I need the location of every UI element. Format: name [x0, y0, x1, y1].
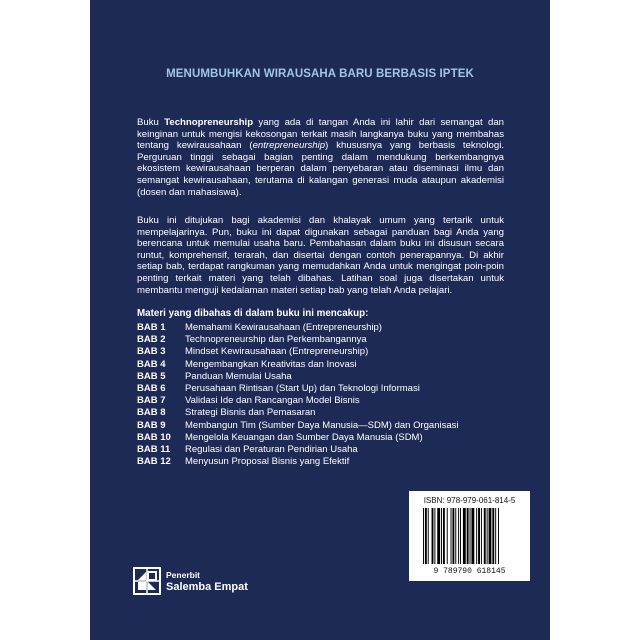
- chapter-title: Validasi Ide dan Rancangan Model Bisnis: [185, 395, 360, 407]
- chapter-title: Perusahaan Rintisan (Start Up) dan Teknologi Informasi: [185, 383, 420, 395]
- barcode-bar: [484, 508, 486, 564]
- barcode-bar: [495, 508, 496, 564]
- barcode-bar: [425, 508, 427, 564]
- barcode-bar: [423, 508, 424, 564]
- barcode-bar: [476, 508, 477, 564]
- chapter-item: [137, 432, 459, 444]
- barcode-bar: [470, 508, 471, 564]
- chapter-item: [137, 371, 459, 383]
- description-paragraph-1: [137, 117, 504, 198]
- barcode-bar: [463, 508, 466, 564]
- barcode-bar: [432, 508, 434, 564]
- chapter-label: BAB 7: [137, 395, 166, 407]
- chapter-label: BAB 10: [137, 431, 171, 443]
- barcode-bar: [467, 508, 469, 564]
- description-paragraph-2: Buku ini ditujukan bagi akademisi dan khalayak umum yang tertarik untuk mempelajarinya. Pun, buku ini dapat digunakan sebagai panduan bagi Anda yang berencana untuk memulai usaha baru. Pembahasan dalam buku ini disusun secara runtut, komprehensif, terarah, dan disertai dengan contoh penerapannya. Di akhir setiap bab, terdapat rangkuman yang memudahkan Anda untuk mengingat poin-poin penting terkait materi yang telah dibahas. Latihan soal juga disertakan untuk membantu menguji kedalaman materi setiap bab yang telah Anda pelajari.: [137, 215, 504, 296]
- barcode-bar: [451, 508, 452, 564]
- barcode-bar: [481, 508, 482, 564]
- cover-title: MENUMBUHKAN WIRAUSAHA BARU BERBASIS IPTEK: [166, 68, 474, 80]
- chapter-item: [137, 444, 459, 456]
- chapter-item: [137, 383, 459, 395]
- publisher-name: Salemba Empat: [166, 581, 248, 593]
- para1-part2: ) khususnya yang berbasis teknologi. Perguruan tinggi sebagai bagian penting dalam mendukung berkembangnya ekosistem kewirausahaan berperan dalam penyebaran atau diseminasi ilmu dan semangat kewirausahaan, terutama di kalangan generasi muda ataupun akademisi (dosen dan mahasiswa).: [137, 140, 504, 198]
- barcode-bar: [489, 508, 492, 564]
- chapter-title: Panduan Memulai Usaha: [185, 370, 292, 382]
- chapter-title: Technopreneurship dan Perkembangannya: [185, 334, 367, 346]
- chapter-label: BAB 11: [137, 444, 171, 456]
- chapter-item: [137, 420, 459, 432]
- barcode-bar: [434, 508, 435, 564]
- chapter-title: Mengelola Keuangan dan Sumber Daya Manusia (SDM): [185, 431, 423, 443]
- chapter-label: BAB 12: [137, 456, 171, 468]
- isbn-text: ISBN: 978-979-061-814-5: [423, 496, 516, 505]
- para1-italic-term: entrepreneurship: [252, 140, 326, 152]
- barcode-bar: [428, 508, 429, 564]
- chapter-item: [137, 395, 459, 407]
- barcode-bar: [487, 508, 488, 564]
- barcode-bar: [455, 508, 456, 564]
- barcode-bar: [478, 508, 480, 564]
- chapter-title: Mengembangkan Kreativitas dan Inovasi: [185, 358, 357, 370]
- isbn-barcode-box: [409, 491, 530, 581]
- barcode-bar: [498, 508, 499, 564]
- chapter-label: BAB 5: [137, 370, 166, 382]
- chapter-item: [137, 334, 459, 346]
- chapter-title: Membangun Tim (Sumber Daya Manusia—SDM) dan Organisasi: [185, 419, 459, 431]
- chapter-title: Strategi Bisnis dan Pemasaran: [185, 407, 316, 419]
- para1-part1: yang ada di tangan Anda ini lahir dari semangat dan keinginan untuk mengisi kekosongan terkait masih langkanya buku yang membahas tentang kewirausahaan (: [137, 117, 504, 152]
- barcode-bar: [452, 508, 454, 564]
- barcode-bar: [447, 508, 448, 564]
- salemba-empat-logo-icon: [133, 567, 161, 595]
- chapter-label: BAB 6: [137, 383, 166, 395]
- chapter-item: [137, 322, 459, 334]
- chapter-item: [137, 456, 459, 468]
- barcode-bar: [437, 508, 440, 564]
- chapter-label: BAB 3: [137, 346, 166, 358]
- chapter-label: BAB 1: [137, 322, 166, 333]
- chapter-item: [137, 359, 459, 371]
- barcode-bar: [458, 508, 459, 564]
- barcode-bar: [492, 508, 494, 564]
- chapter-label: BAB 8: [137, 407, 166, 419]
- chapter-list: [137, 322, 459, 468]
- barcode-bar: [441, 508, 442, 564]
- barcode-bar: [443, 508, 445, 564]
- book-back-cover: [90, 0, 550, 640]
- barcode-bar: [460, 508, 461, 564]
- chapter-title: Menyusun Proposal Bisnis yang Efektif: [185, 456, 350, 468]
- publisher-prefix: Penerbit: [166, 570, 201, 580]
- book-name: Technopreneurship: [164, 117, 254, 128]
- chapter-label: BAB 9: [137, 419, 166, 431]
- barcode-digits: 9 789790 618145: [433, 567, 506, 576]
- chapter-title: Mindset Kewirausahaan (Entrepreneurship): [185, 346, 369, 358]
- chapter-title: Regulasi dan Peraturan Pendirian Usaha: [185, 444, 358, 456]
- barcode: [421, 508, 524, 564]
- para1-prefix: Buku: [137, 117, 165, 128]
- barcode-bar: [471, 508, 474, 564]
- chapter-title: Memahami Kewirausahaan (Entrepreneurship): [185, 322, 382, 333]
- chapter-label: BAB 2: [137, 334, 166, 346]
- chapter-item: [137, 407, 459, 419]
- chapter-label: BAB 4: [137, 358, 166, 370]
- chapters-heading: Materi yang dibahas di dalam buku ini mencakup:: [137, 308, 369, 319]
- chapter-item: [137, 346, 459, 358]
